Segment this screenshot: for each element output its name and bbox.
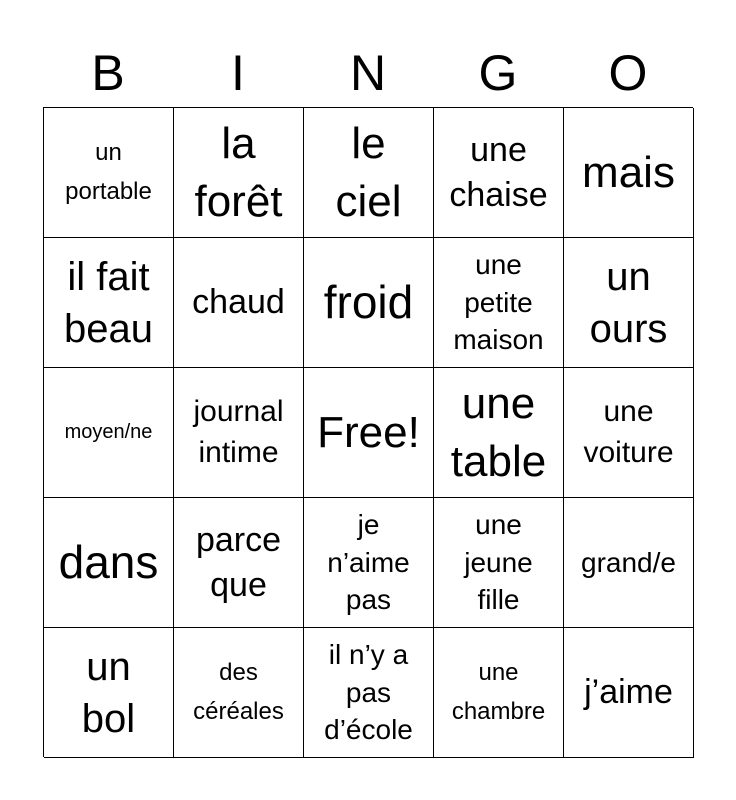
bingo-cell-r3-c4[interactable] xyxy=(434,368,564,498)
cell-text: une jeune fille xyxy=(464,508,533,616)
bingo-cell-r3-c2[interactable] xyxy=(174,368,304,498)
cell-text: un bol xyxy=(81,644,136,741)
cell-text: la forêt xyxy=(194,119,283,226)
cell-text: un portable xyxy=(65,139,152,205)
cell-text: une petite maison xyxy=(453,248,544,356)
bingo-cell-r4-c4[interactable] xyxy=(434,498,564,628)
header-letter-g: G xyxy=(478,45,518,101)
bingo-cell-r5-c3[interactable] xyxy=(304,628,434,758)
cell-text: une chambre xyxy=(451,659,546,725)
bingo-cell-r5-c2[interactable] xyxy=(174,628,304,758)
bingo-cell-r1-c1[interactable] xyxy=(44,108,174,238)
bingo-cell-r1-c3[interactable] xyxy=(304,108,434,238)
cell-text: parce que xyxy=(195,521,282,604)
cell-text: froid xyxy=(323,275,414,328)
bingo-cell-r4-c1[interactable] xyxy=(44,498,174,628)
cell-text: il fait beau xyxy=(64,254,153,351)
cell-text: mais xyxy=(582,147,675,197)
header-letter-i: I xyxy=(231,45,245,101)
bingo-cell-r1-c2[interactable] xyxy=(174,108,304,238)
cell-text: il n’y a pas d’école xyxy=(324,638,413,746)
cell-text: le ciel xyxy=(335,119,402,226)
cell-text: une table xyxy=(450,379,547,486)
bingo-cell-r4-c5[interactable] xyxy=(564,498,694,628)
bingo-cell-r3-c5[interactable] xyxy=(564,368,694,498)
bingo-cell-r5-c5[interactable] xyxy=(564,628,694,758)
cell-text: je n’aime pas xyxy=(327,508,410,616)
bingo-cell-r2-c2[interactable] xyxy=(174,238,304,368)
cell-text: une voiture xyxy=(583,395,674,469)
header-letter-n: N xyxy=(349,45,387,101)
cell-text: chaud xyxy=(192,283,285,322)
cell-text: j’aime xyxy=(584,673,673,712)
bingo-cell-r2-c1[interactable] xyxy=(44,238,174,368)
cell-text: journal intime xyxy=(193,395,284,469)
bingo-cell-r2-c4[interactable] xyxy=(434,238,564,368)
bingo-cell-r2-c5[interactable] xyxy=(564,238,694,368)
header-letter-b: B xyxy=(91,45,125,101)
cell-text: dans xyxy=(58,535,159,588)
cell-text: moyen/ne xyxy=(64,421,153,443)
header-letter-o: O xyxy=(608,45,648,101)
cell-text: grand/e xyxy=(581,546,676,578)
bingo-cell-r4-c2[interactable] xyxy=(174,498,304,628)
bingo-cell-r1-c4[interactable] xyxy=(434,108,564,238)
bingo-cell-r5-c4[interactable] xyxy=(434,628,564,758)
bingo-cell-r5-c1[interactable] xyxy=(44,628,174,758)
bingo-board xyxy=(43,107,693,757)
bingo-header xyxy=(43,38,693,108)
bingo-cell-r3-c1[interactable] xyxy=(44,368,174,498)
bingo-cell-r4-c3[interactable] xyxy=(304,498,434,628)
cell-text: des céréales xyxy=(193,659,284,725)
free-space: Free! xyxy=(317,407,420,457)
cell-text: un ours xyxy=(589,254,668,351)
bingo-cell-r3-c3[interactable] xyxy=(304,368,434,498)
bingo-cell-r2-c3[interactable] xyxy=(304,238,434,368)
cell-text: une chaise xyxy=(449,131,548,214)
bingo-cell-r1-c5[interactable] xyxy=(564,108,694,238)
